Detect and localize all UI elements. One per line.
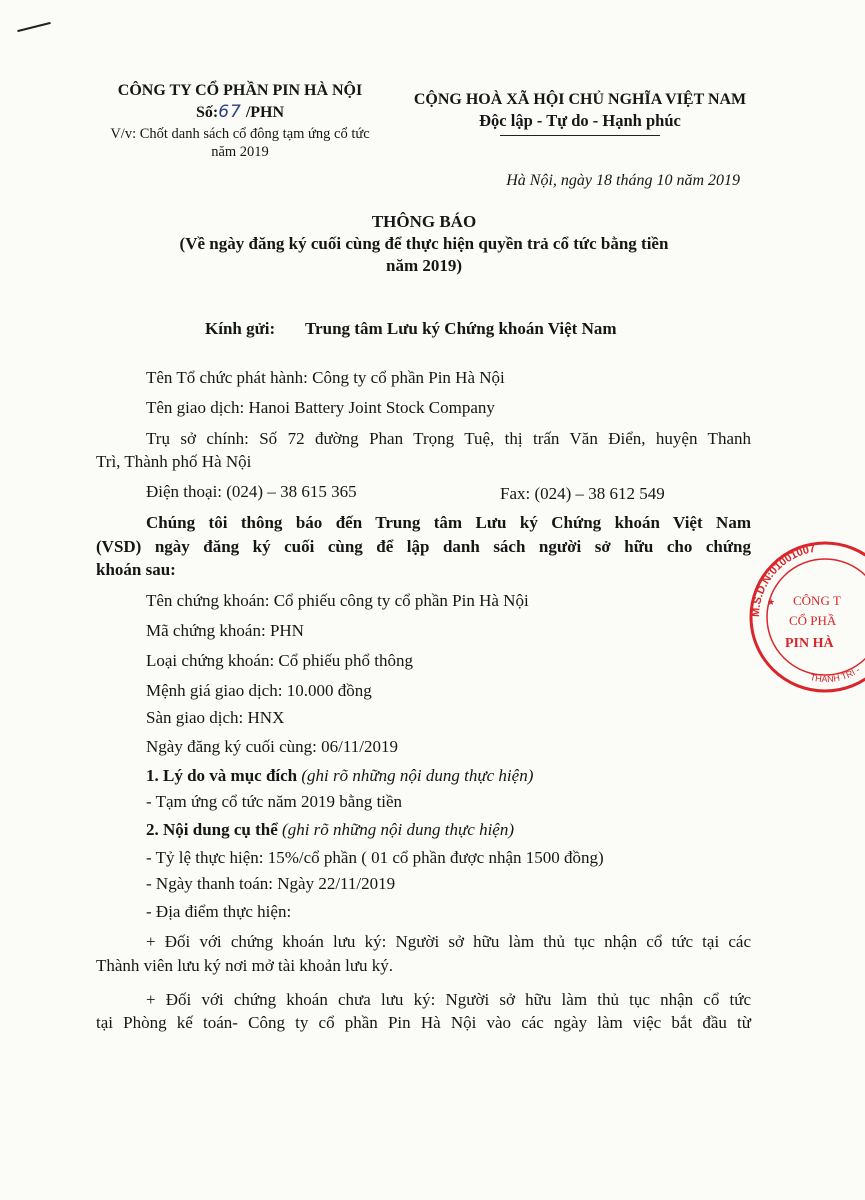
handwritten-number: 67 xyxy=(218,102,242,122)
stamp-line: CÔNG T xyxy=(793,593,841,608)
section1-heading xyxy=(146,766,533,786)
notice-paragraph: Chúng tôi thông báo đến Trung tâm Lưu ký Chứng khoán Việt Nam xyxy=(146,513,751,532)
security-type: Loại chứng khoán: Cổ phiếu phổ thông xyxy=(146,651,414,670)
security-code: Mã chứng khoán: PHN xyxy=(146,621,304,640)
national-motto: Độc lập - Tự do - Hạnh phúc xyxy=(479,111,681,130)
pen-mark xyxy=(17,22,50,32)
stamp-star: ★ xyxy=(767,597,776,607)
record-date: Ngày đăng ký cuối cùng: 06/11/2019 xyxy=(146,737,398,756)
document-number xyxy=(90,102,390,122)
issuer-hq-cont: Trì, Thành phố Hà Nội xyxy=(96,452,252,471)
document-title: THÔNG BÁO xyxy=(371,212,477,231)
issuer-name: Tên Tổ chức phát hành: Công ty cổ phần Pin Hà Nội xyxy=(146,368,505,387)
issuer-phone: Điện thoại: (024) – 38 615 365 xyxy=(146,482,357,501)
number-suffix: /PHN xyxy=(241,104,285,121)
subject-line: năm 2019 xyxy=(211,144,269,160)
stamp-line: CỔ PHẦ xyxy=(789,613,837,628)
issuer-trade-name: Tên giao dịch: Hanoi Battery Joint Stock Company xyxy=(146,398,495,417)
document-subtitle: (Về ngày đăng ký cuối cùng để thực hiện quyền trả cổ tức bằng tiền xyxy=(179,234,669,253)
section1-note: (ghi rõ những nội dung thực hiện) xyxy=(297,766,534,785)
motto-underline xyxy=(500,135,660,136)
stamp-line: PIN HÀ xyxy=(785,636,834,651)
undeposited-securities-cont: tại Phòng kế toán- Công ty cổ phần Pin Hà Nội vào các ngày làm việc bắt đầu từ xyxy=(96,1013,751,1032)
section1-item: - Tạm ứng cổ tức năm 2019 bằng tiền xyxy=(146,792,403,811)
exchange: Sàn giao dịch: HNX xyxy=(146,708,285,727)
recipient-label: Kính gửi: xyxy=(205,319,276,338)
national-title: CỘNG HOÀ XÃ HỘI CHỦ NGHĨA VIỆT NAM xyxy=(413,91,747,108)
payout-ratio: - Tỷ lệ thực hiện: 15%/cổ phần ( 01 cổ phần được nhận 1500 đồng) xyxy=(146,848,604,867)
deposited-securities: + Đối với chứng khoán lưu ký: Người sở hữu làm thủ tục nhận cổ tức tại các xyxy=(146,932,751,951)
subject-line: V/v: Chốt danh sách cổ đông tạm ứng cổ tức xyxy=(110,126,370,142)
number-prefix: Số: xyxy=(195,104,219,121)
stamp-bottom-text: THANH TRÌ - xyxy=(809,664,862,685)
undeposited-securities: + Đối với chứng khoán chưa lưu ký: Người sở hữu làm thủ tục nhận cổ tức xyxy=(146,990,751,1009)
section2-heading xyxy=(146,820,514,840)
place-date: Hà Nội, ngày 18 tháng 10 năm 2019 xyxy=(506,172,740,189)
section1-title: 1. Lý do và mục đích xyxy=(146,766,298,785)
company-stamp xyxy=(745,537,865,697)
stamp-ring-text: M.S.D.N:01001007 xyxy=(749,542,817,618)
notice-paragraph: (VSD) ngày đăng ký cuối cùng để lập danh sách người sở hữu cho chứng xyxy=(96,537,751,556)
document-subtitle: năm 2019) xyxy=(385,256,463,275)
par-value: Mệnh giá giao dịch: 10.000 đồng xyxy=(146,681,372,700)
section2-note: (ghi rõ những nội dung thực hiện) xyxy=(277,820,514,839)
issuer-hq: Trụ sở chính: Số 72 đường Phan Trọng Tuệ, thị trấn Văn Điển, huyện Thanh xyxy=(146,429,751,448)
payment-date: - Ngày thanh toán: Ngày 22/11/2019 xyxy=(146,874,396,893)
issuer-fax: Fax: (024) – 38 612 549 xyxy=(500,484,665,503)
payment-location: - Địa điểm thực hiện: xyxy=(146,902,292,921)
notice-paragraph: khoán sau: xyxy=(96,560,176,579)
security-name: Tên chứng khoán: Cổ phiếu công ty cổ phần Pin Hà Nội xyxy=(146,591,529,610)
section2-title: 2. Nội dung cụ thể xyxy=(146,820,278,839)
deposited-securities-cont: Thành viên lưu ký nơi mở tài khoản lưu ký. xyxy=(96,956,394,975)
company-name: CÔNG TY CỔ PHẦN PIN HÀ NỘI xyxy=(117,82,363,99)
recipient-name: Trung tâm Lưu ký Chứng khoán Việt Nam xyxy=(305,319,617,338)
